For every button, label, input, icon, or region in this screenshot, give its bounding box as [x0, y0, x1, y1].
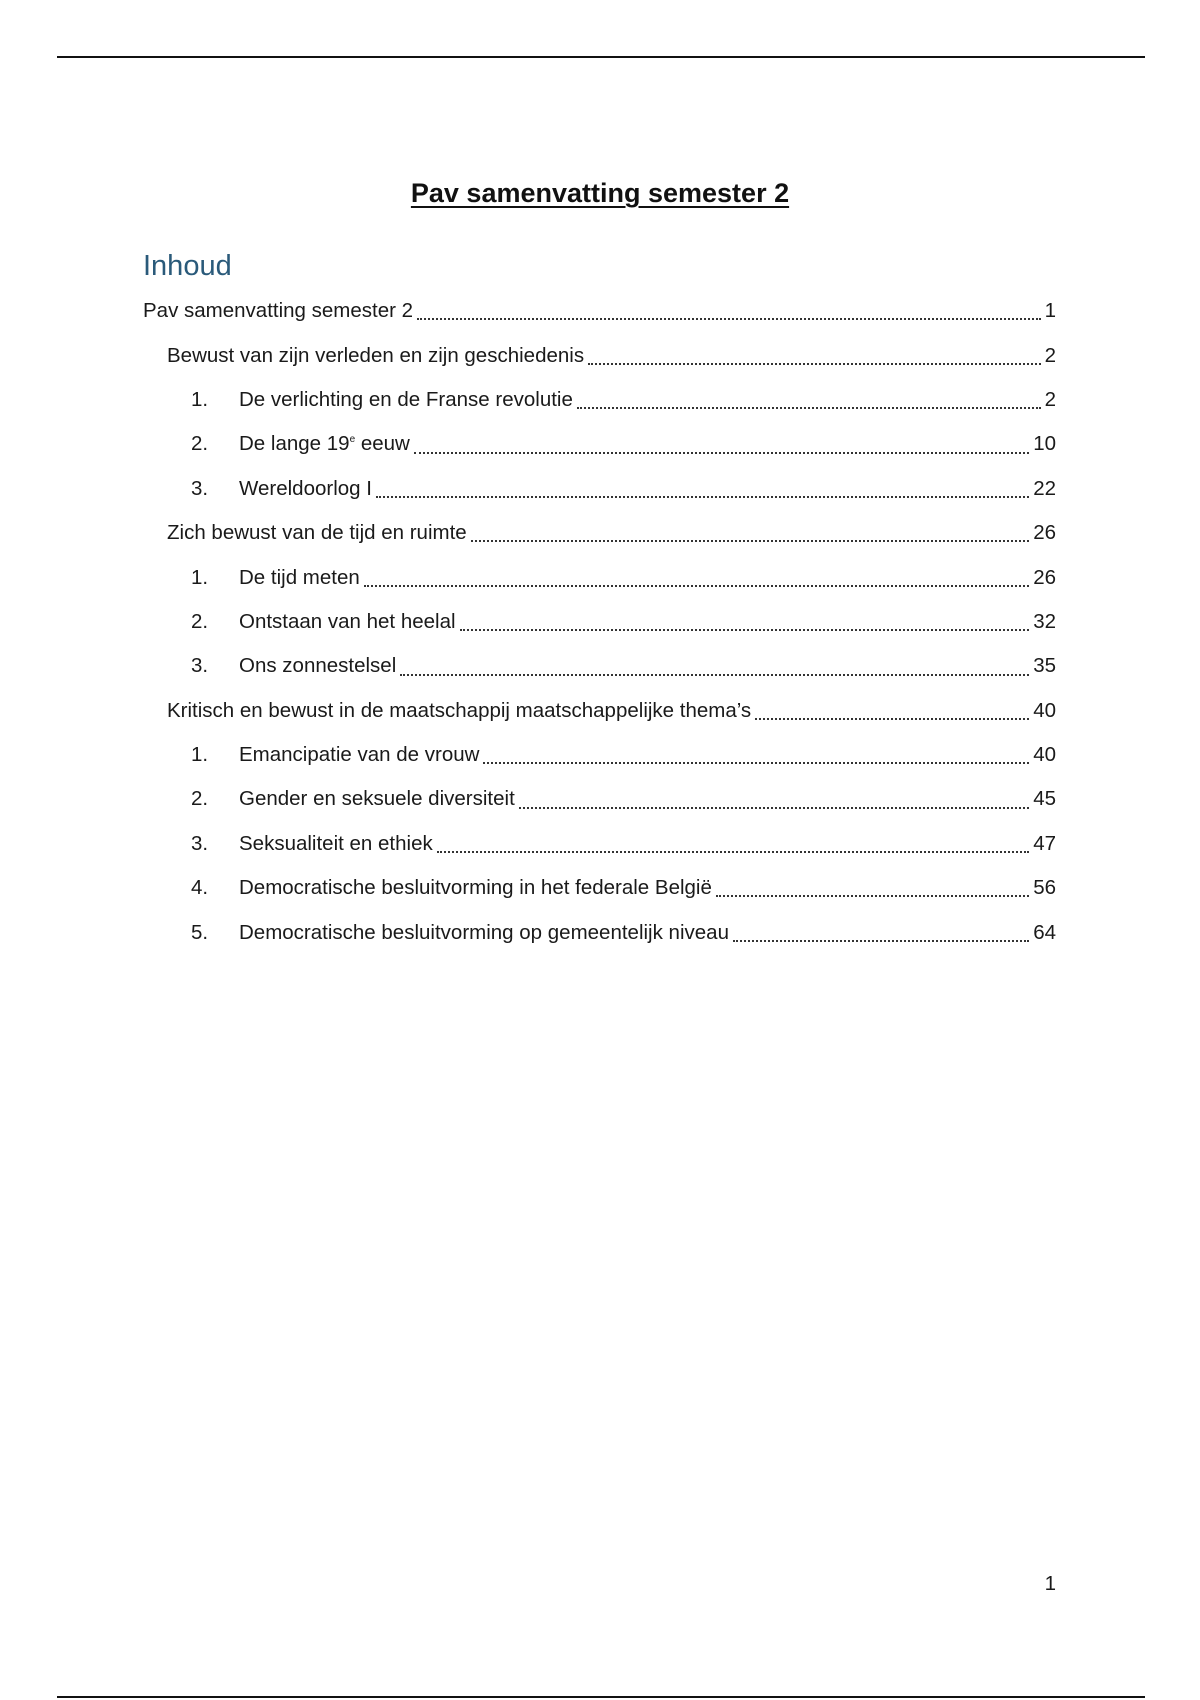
toc-entry[interactable]: [143, 289, 1056, 333]
toc-entry-number: 2.: [191, 432, 209, 456]
toc-entry[interactable]: [143, 333, 1056, 377]
toc-entry-number: 3.: [191, 831, 209, 855]
header-rule: [57, 56, 1145, 58]
toc-entry-text: [239, 876, 712, 900]
toc-entry-page: 32: [1033, 609, 1056, 633]
toc-entry-text: [167, 521, 467, 545]
toc-entry[interactable]: [143, 422, 1056, 466]
toc-entry-label-suffix: eeuw: [355, 432, 410, 456]
toc-entry[interactable]: [143, 644, 1056, 688]
toc-entry-superscript: e: [349, 434, 356, 446]
toc-entry-number: 1.: [191, 743, 209, 767]
toc-heading: Inhoud: [143, 250, 232, 282]
toc-entry-label: De verlichting en de Franse revolutie: [239, 387, 573, 411]
document-title: Pav samenvatting semester 2: [410, 178, 790, 208]
page-number: 1: [1044, 1572, 1056, 1595]
toc-entry-page: 10: [1033, 432, 1056, 456]
toc-entry-page: 40: [1033, 743, 1056, 767]
toc-entry-label: Pav samenvatting semester 2: [143, 299, 414, 323]
toc-entry-text: [167, 344, 584, 368]
toc-entry[interactable]: [143, 600, 1056, 644]
toc-entry[interactable]: [143, 822, 1056, 866]
toc-entry-page: 2: [1044, 343, 1056, 367]
dot-leader: [471, 540, 1030, 542]
dot-leader: [460, 629, 1030, 631]
toc-entry-page: 26: [1033, 565, 1056, 589]
toc-entry-number: 2.: [191, 787, 209, 811]
toc-entry[interactable]: [143, 555, 1056, 599]
toc-entry-number: 3.: [191, 476, 209, 500]
toc-entry[interactable]: [143, 467, 1056, 511]
toc-entry-text: [239, 654, 396, 678]
toc-entry-label: De lange 19: [239, 432, 350, 456]
toc-entry-text: [239, 743, 479, 767]
toc-entry-text: [239, 566, 360, 590]
toc-entry-number: 3.: [191, 654, 209, 678]
dot-leader: [716, 895, 1029, 897]
toc-entry[interactable]: [143, 733, 1056, 777]
toc-entry[interactable]: [143, 511, 1056, 555]
toc-entry-label: Seksualiteit en ethiek: [239, 831, 433, 855]
toc-entry-text: [143, 299, 413, 323]
toc-entry-number: 4.: [191, 876, 209, 900]
toc-entry-text: [167, 699, 751, 723]
toc-entry-label: Wereldoorlog I: [239, 476, 372, 500]
dot-leader: [400, 674, 1029, 676]
toc-entry-page: 1: [1044, 299, 1056, 323]
toc-entry-page: 2: [1044, 387, 1056, 411]
toc-entry-label: Kritisch en bewust in de maatschappij maatschappelijke thema’s: [167, 698, 752, 722]
toc-entry-label: De tijd meten: [239, 565, 360, 589]
toc-entry-number: 5.: [191, 920, 209, 944]
toc-entry[interactable]: [143, 378, 1056, 422]
toc-entry-page: 35: [1033, 654, 1056, 678]
dot-leader: [417, 318, 1041, 320]
dot-leader: [577, 407, 1041, 409]
toc-entry-text: [239, 787, 515, 811]
toc-entry-text: [239, 921, 729, 945]
toc-entry-page: 47: [1033, 831, 1056, 855]
dot-leader: [588, 363, 1041, 365]
toc-entry-label: Democratische besluitvorming op gemeentelijk niveau: [239, 920, 729, 944]
toc-entry-text: [239, 388, 573, 412]
toc-entry-page: 40: [1033, 698, 1056, 722]
toc-entry-label: Ons zonnestelsel: [239, 654, 397, 678]
toc-entry[interactable]: [143, 866, 1056, 910]
toc-entry-page: 56: [1033, 876, 1056, 900]
toc-entry-text: [239, 610, 456, 634]
dot-leader: [733, 940, 1029, 942]
toc-entry-number: 2.: [191, 609, 209, 633]
toc-entry-label: Gender en seksuele diversiteit: [239, 787, 515, 811]
toc-entry-page: 26: [1033, 521, 1056, 545]
toc-entry-label: Democratische besluitvorming in het federale België: [239, 876, 712, 900]
toc-entry-text: [239, 432, 410, 456]
toc-entry-number: 1.: [191, 387, 209, 411]
dot-leader: [437, 851, 1029, 853]
toc-entry-page: 64: [1033, 920, 1056, 944]
toc-entry[interactable]: [143, 910, 1056, 954]
toc-entry-label: Ontstaan van het heelal: [239, 609, 456, 633]
toc-entry-text: [239, 477, 372, 501]
toc-entry-text: [239, 832, 433, 856]
toc-entry-label: Bewust van zijn verleden en zijn geschiedenis: [167, 343, 585, 367]
toc-entry[interactable]: [143, 689, 1056, 733]
toc-entry-label: Zich bewust van de tijd en ruimte: [167, 521, 467, 545]
dot-leader: [376, 496, 1029, 498]
dot-leader: [364, 585, 1029, 587]
dot-leader: [414, 452, 1029, 454]
toc-entry-number: 1.: [191, 565, 209, 589]
toc-entry-label: Emancipatie van de vrouw: [239, 743, 480, 767]
dot-leader: [483, 762, 1029, 764]
toc-entry[interactable]: [143, 777, 1056, 821]
toc-entry-page: 45: [1033, 787, 1056, 811]
dot-leader: [755, 718, 1029, 720]
dot-leader: [519, 807, 1029, 809]
footer-rule: [57, 1696, 1145, 1698]
table-of-contents: [143, 289, 1056, 955]
toc-entry-page: 22: [1033, 476, 1056, 500]
